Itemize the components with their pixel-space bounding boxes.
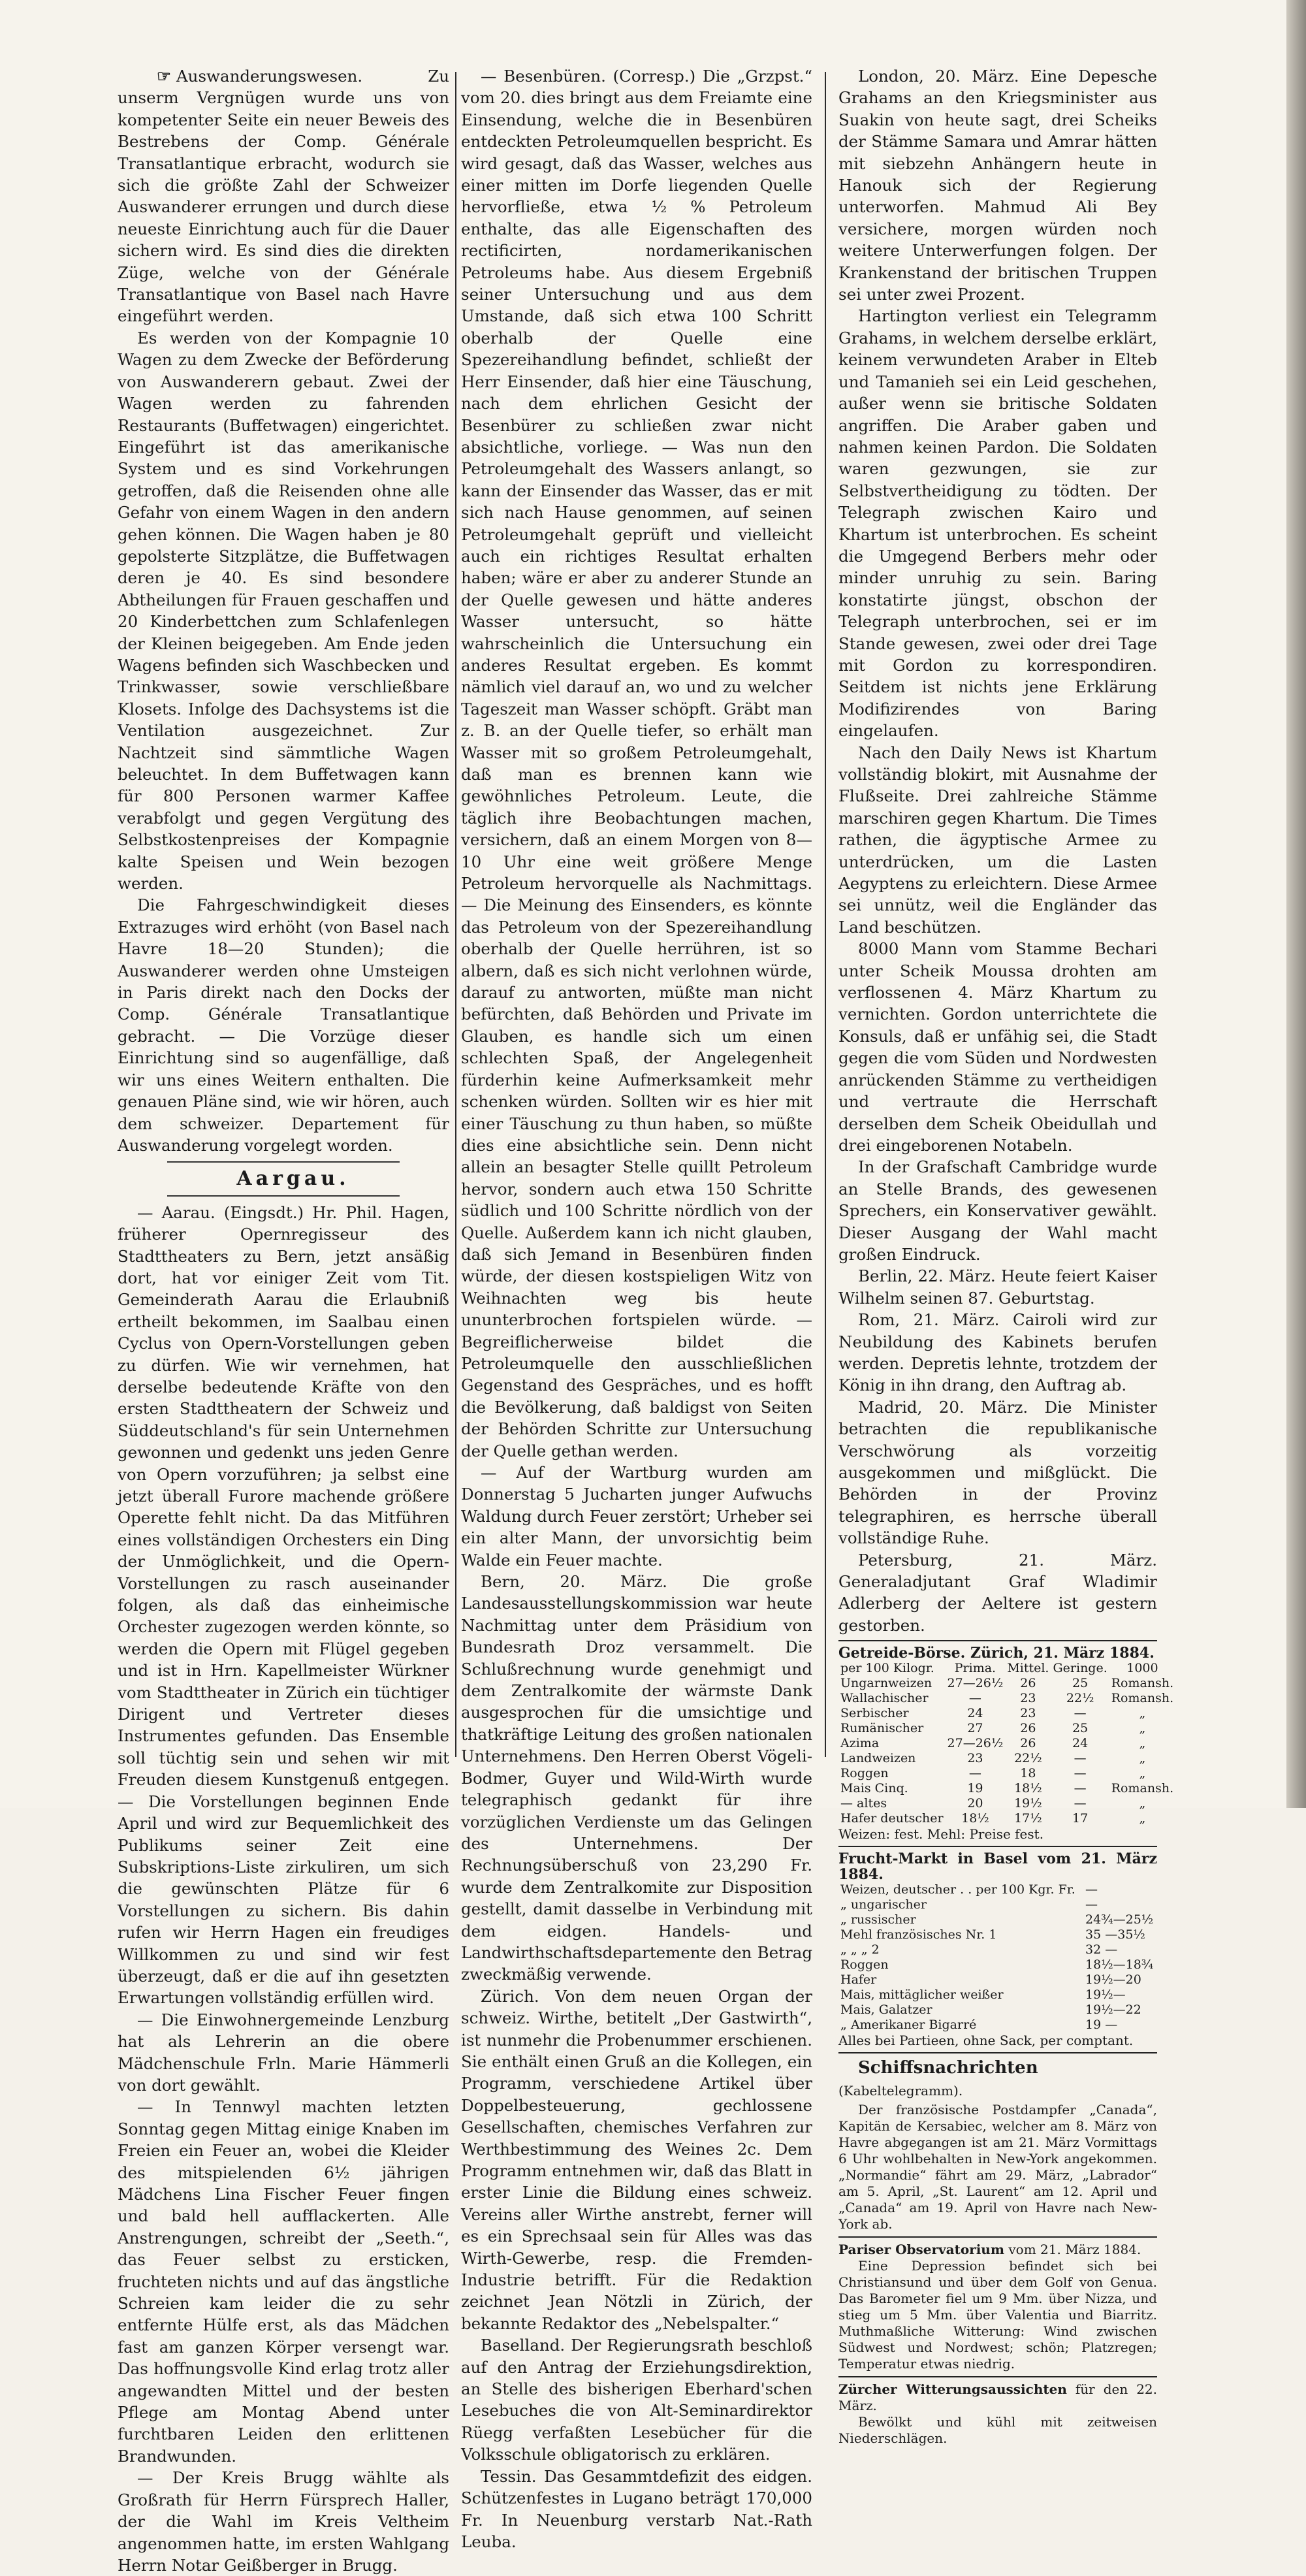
table-row [838,2003,1157,2018]
fruit-cell: „ Amerikaner Bigarré [840,2018,977,2033]
fruit-cell: Mehl französisches Nr. 1 [840,1927,997,1942]
article-bern: Bern, 20. März. Die große Landesausstellungskommission war heute Nachmittag unter dem Präsidium von Bundesrath Droz versammelt. Die Schlußrechnung wurde genehmigt und dem Zentralkomite der wärmste Dank ausgesprochen für die umsichtige und thatkräftige Leitung des großen nationalen Unternehmens. Den Herren Oberst Vögeli-Bodmer, Guyer und Wild-Wirth wurde telegraphisch gedankt für ihre vorzüglichen Verdienste um das Gelingen des Unternehmens. Der Rechnungsüberschuß von 23,290 Fr. wurde dem Zentralkomite zur Disposition gestellt, damit dasselbe in Verbindung mit dem eidgen. Handels- und Landwirthschaftsdepartemente den Betrag zweckmäßig verwende. [461,1572,812,1984]
table-row [838,1957,1157,1972]
page-edge-shadow [1286,0,1306,1808]
fruit-cell: Roggen [840,1957,889,1972]
column-2 [461,65,812,2551]
fruit-cell: 19½— [1085,1988,1126,2003]
ships-heading [838,2057,1157,2102]
grain-header: 1000 [1126,1661,1158,1676]
article-auswanderung-2: Es werden von der Kompagnie 10 Wagen zu dem Zwecke der Beförderung von Auswanderern gebaut. Zwei der Wagen werden zu fahrenden Restaurants (Buffetwagen) eingerichtet. Eingeführt ist das amerikanische System und es sind Vorkehrungen getroffen, daß die Reisenden ohne alle Gefahr von einem Wagen in den andern gehen können. Die Wagen haben je 80 gepolsterte Sitzplätze, die Buffetwagen deren je 40. Es sind besondere Abtheilungen für Frauen geschaffen und 20 Kinderbettchen zum Schlafenlegen der Kleinen beigegeben. Am Ende jeden Wagens befinden sich Waschbecken und Trinkwasser, sowie verschließbare Klosets. Infolge des Dachsystems ist die Ventilation ausgezeichnet. Zur Nachtzeit sind sämmtliche Wagen beleuchtet. In dem Buffetwagen kann für 800 Personen warmer Kaffee verabfolgt und gegen Vergütung des Selbstkostenpreises der Kompagnie kalte Speisen und Wein bezogen werden. [118,328,449,894]
grain-header: Geringe. [1053,1661,1107,1676]
grain-cell: — [1074,1781,1087,1796]
section-divider [167,1161,400,1163]
grain-cell: „ [1139,1811,1146,1826]
article-madrid: Madrid, 20. März. Die Minister betrachten die republikanische Verschwörung als vorzeitig ausgekommen und mißglückt. Die Behörden in der Provinz telegraphiren, es herrsche überall vollständige Ruhe. [838,1397,1157,1548]
grain-cell: 27—26½ [947,1676,1004,1691]
weather-title: Zürcher Witterungsaussichten [838,2381,1067,2398]
grain-cell: Serbischer [840,1706,909,1721]
grain-header: Mittel. [1007,1661,1049,1676]
observatory-title: Pariser Observatorium [838,2242,1005,2258]
table-row [838,1897,1157,1912]
table-row [838,1751,1175,1766]
divider [838,1640,1157,1641]
grain-cell: Roggen [840,1766,889,1781]
pointing-hand-icon: ☞ [157,67,171,86]
grain-cell: 24 [967,1706,983,1721]
grain-cell: 24 [1072,1736,1089,1751]
grain-cell: „ [1139,1751,1146,1766]
article-zuerich: Zürich. Von dem neuen Organ der schweiz. Wirthe, betitelt „Der Gastwirth“, ist nunmehr die Probenummer erschienen. Sie enthält einen Gruß an die Kollegen, ein Programm, verschiedene Artikel über Doppelbesteuerung, gechlossene Gesellschaften, chemisches Verfahren zur Werthbestimmung des Weines 2c. Dem Programm entnehmen wir, daß das Blatt in erster Linie die Bildung eines schweiz. Vereins aller Wirthe anstrebt, ferner will es ein Sprechsaal sein für Alles was das Wirth-Gewerbe, resp. die Fremden-Industrie betrifft. Für die Redaktion zeichnet Jean Nötzli in Zürich, der bekannte Redaktor des „Nebelspalter.“ [461,1986,812,2333]
article-berlin: Berlin, 22. März. Heute feiert Kaiser Wilhelm seinen 87. Geburtstag. [838,1266,1157,1308]
grain-cell: Landweizen [840,1751,916,1766]
article-bechari: 8000 Mann vom Stamme Bechari unter Scheik Moussa drohten am verflossenen 4. März Khartum zu vernichten. Gordon unterrichtete die Konsuls, daß er unfähig sei, die Stadt gegen die vom Süden und Nordwesten anrückenden Stämme zu vertheidigen und vertraute die Herrschaft derselben dem Scheik Obeidullah und drei eingeborenen Notabeln. [838,939,1157,1155]
grain-cell: Romansh. [1111,1781,1174,1796]
grain-cell: — [1074,1796,1087,1811]
grain-cell: 20 [967,1796,983,1811]
section-heading-aargau: Aargau. [236,1167,350,1191]
grain-cell: „ [1139,1796,1146,1811]
grain-cell: 26 [1020,1721,1036,1736]
grain-cell: 22½ [1014,1751,1042,1766]
fruit-cell: — [1085,1897,1098,1912]
fruit-cell: 35 —35½ [1085,1927,1145,1942]
article-aarau: — Aarau. (Eingsdt.) Hr. Phil. Hagen, früherer Opernregisseur des Stadttheaters zu Bern, jetzt ansäßig dort, hat vor einiger Zeit vom Tit. Gemeinderath Aarau die Erlaubniß ertheilt bekommen, im Saalbau einen Cyclus von Opern-Vorstellungen geben zu dürfen. Wie wir vernehmen, hat derselbe bedeutende Kräfte von den ersten Stadttheatern der Schweiz und Süddeutschland's für sein Unternehmen gewonnen und gedenkt uns jeden Genre von Opern vorzuführen; ja selbst eine jetzt überall Furore machende größere Operette fehlt nicht. Da das Mitführen eines vollständigen Orchesters ein Ding der Unmöglichkeit, und die Opern-Vorstellungen zu rasch auseinander folgen, als daß das einheimische Orchester zugezogen werden könnte, so werden die Opern mit Flügel gegeben und ist in Hrn. Kapellmeister Würkner vom Stadttheater in Zürich ein tüchtiger Dirigent und Vertreter dieses Instrumentes gefunden. Das Ensemble soll tüchtig sein und sehen wir mit Freuden diesem Kunstgenuß entgegen. — Die Vorstellungen beginnen Ende April und wird zur Bequemlichkeit des Publikums seiner Zeit eine Subskriptions-Liste zirkuliren, um sich die gewünschten Plätze für 6 Vorstellungen zu sichern. Bis dahin rufen wir Herrn Hagen ein freudiges Willkommen zu und sind wir fest überzeugt, daß er die auf ihn gesetzten Erwartungen vollständig erfüllen wird. [118,1202,449,2008]
grain-cell: „ [1139,1721,1146,1736]
fruit-cell: „ russischer [840,1912,916,1927]
column-3 [838,65,1174,2447]
grain-cell: 23 [1020,1706,1036,1721]
grain-cell: 23 [1020,1691,1036,1706]
column-rule-left [455,72,456,1757]
grain-cell: „ [1139,1706,1146,1721]
grain-cell: Hafer deutscher [840,1811,944,1826]
ships-text: Der französische Postdampfer „Canada“, Kapitän de Kersabiec, welcher am 8. März von Havre abgegangen ist am 21. März Vormittags 6 Uhr wohlbehalten in New-York angekommen. „Normandie“ fährt am 29. März, „Labrador“ am 5. April, „St. Laurent“ am 12. April und „Canada“ am 19. April von Havre nach New-York ab. [838,2102,1157,2232]
grain-cell: „ [1139,1736,1146,1751]
table-row [838,1882,1157,1897]
grain-cell: 22½ [1066,1691,1094,1706]
fruit-market [838,1851,1157,2048]
divider [838,2052,1157,2053]
grain-cell: Romansh. [1111,1691,1174,1706]
article-baselland: Baselland. Der Regierungsrath beschloß auf den Antrag der Erziehungsdirektion, an Stelle des bisherigen Eberhard'schen Lesebuches die von Alt-Seminardirektor Rüegg verfaßten Lesebücher für die Volksschule obligatorisch zu erklären. [461,2336,812,2464]
divider [838,2376,1157,2377]
grain-cell: — [1074,1706,1087,1721]
grain-cell: 26 [1020,1736,1036,1751]
observatory-date: vom 21. März 1884. [1008,2242,1141,2258]
fruit-cell: „ ungarischer [840,1897,927,1912]
fruit-cell: 32 — [1085,1942,1118,1957]
grain-cell: 18 [1020,1766,1036,1781]
divider [838,1846,1157,1847]
fruit-cell: Mais, Galatzer [840,2003,932,2018]
grain-exchange-title: Getreide-Börse. Zürich, 21. März 1884. [838,1645,1155,1662]
article-petersburg: Petersburg, 21. März. Generaladjutant Graf Wladimir Adlerberg der Aeltere ist gestern gestorben. [838,1550,1157,1635]
grain-cell: 18½ [1014,1781,1042,1796]
observatory-heading [838,2242,1157,2258]
table-row [838,1942,1157,1957]
grain-cell: Azima [840,1736,880,1751]
grain-cell: 25 [1072,1721,1089,1736]
fruit-cell: Mais, mittäglicher weißer [840,1988,1004,2003]
grain-cell: Ungarnweizen [840,1676,932,1691]
grain-cell: 19 [967,1781,983,1796]
grain-header: Prima. [954,1661,996,1676]
article-wartburg: — Auf der Wartburg wurden am Donnerstag 5 Jucharten junger Aufwuchs Waldung durch Feuer zerstört; Urheber sei ein alter Mann, der unvorsichtig beim Walde ein Feuer machte. [461,1463,812,1570]
grain-header-row [838,1661,1175,1676]
grain-cell: 23 [967,1751,983,1766]
grain-cell: 19½ [1014,1796,1042,1811]
fruit-footer: Alles bei Partieen, ohne Sack, per comptant. [838,2033,1134,2049]
fruit-table [838,1882,1157,2033]
fruit-market-title: Frucht-Markt in Basel vom 21. März 1884. [838,1850,1157,1884]
table-row [838,1927,1157,1942]
grain-cell: 18½ [961,1811,989,1826]
table-row [838,1988,1157,2003]
table-row [838,1721,1175,1736]
grain-cell: 25 [1072,1676,1089,1691]
grain-footer: Weizen: fest. Mehl: Preise fest. [838,1826,1044,1843]
table-row [838,1691,1175,1706]
grain-cell: Wallachischer [840,1691,929,1706]
table-row [838,1796,1175,1811]
grain-cell: „ [1139,1766,1146,1781]
article-auswanderung-3: Die Fahrgeschwindigkeit dieses Extrazuges wird erhöht (von Basel nach Havre 18—20 Stunden); die Auswanderer werden ohne Umsteigen in Paris direkt nach den Docks der Comp. Générale Transatlantique gebracht. — Die Vorzüge dieser Einrichtung sind so augenfällige, daß wir uns eines Weitern enthalten. Die genauen Pläne sind, wie wir hören, auch dem schweizer. Departement für Auswanderung vorgelegt worden. [118,895,449,1155]
article-rom: Rom, 21. März. Cairoli wird zur Neubildung des Kabinets berufen werden. Depretis lehnte, trotzdem der König in ihn drang, den Auftrag ab. [838,1310,1157,1395]
article-london: London, 20. März. Eine Depesche Grahams an den Kriegsminister aus Suakin von heute sagt, drei Scheiks der Stämme Samara und Amrar hätten mit siebzehn Anhängern heute in Hanouk sich der Regierung unterworfen. Mahmud Ali Bey versichere, morgen würden noch weitere Unterwerfungen folgen. Der Krankenstand der britischen Truppen sei unter zwei Prozent. [838,67,1157,304]
fruit-cell: — [1085,1882,1098,1897]
grain-cell: Mais Cinq. [840,1781,908,1796]
table-row [838,1736,1175,1751]
grain-cell: — [968,1766,981,1781]
fruit-cell: 24¾—25½ [1085,1912,1154,1927]
weather-text: Bewölkt und kühl mit zeitweisen Niederschlägen. [838,2414,1157,2447]
article-besenbueren: — Besenbüren. (Corresp.) Die „Grzpst.“ vom 20. dies bringt aus dem Freiamte eine Einsendung, welche die in Besenbüren entdeckten Petroleumquellen bespricht. Es wird gesagt, daß das Wasser, welches aus einer mitten im Dorfe liegenden Quelle hervorfließe, etwa ½ % Petroleum enthalte, das alle Eigenschaften des rectificirten, nordamerikanischen Petroleums habe. Aus diesem Ergebniß seiner Untersuchung und aus dem Umstande, daß sich etwa 100 Schritt oberhalb der Quelle eine Spezereihandlung befindet, schließt der Herr Einsender, daß hier eine Täuschung, nach dem ehrlichen Gesicht der Besenbürer zu schließen zwar nicht absichtliche, vorliege. — Was nun den Petroleumgehalt des Wassers anlangt, so kann der Einsender das Wasser, das er mit sich nach Hause genommen, auf seinen Petroleumgehalt geprüft und vielleicht auch ein richtiges Resultat erhalten haben; wäre er aber zu anderer Stunde an der Quelle gewesen und hätte anderes Wasser untersucht, so hätte wahrscheinlich die Untersuchung ein anderes Resultat ergeben. Es kommt nämlich viel darauf an, wo und zu welcher Tageszeit man Wasser schöpft. Gräbt man z. B. an der Quelle tiefer, so erhält man Wasser mit so großem Petroleumgehalt, daß man es brennen kann wie gewöhnliches Petroleum. Leute, die täglich ihre Beobachtungen machen, versichern, daß an einem Morgen von 8—10 Uhr eine weit größere Menge Petroleum hervorquelle als Nachmittags. — Die Meinung des Einsenders, es könnte das Petroleum von der Spezereihandlung oberhalb der Quelle herrühren, ist so albern, daß es sich nicht verlohnen würde, darauf zu antworten, müßte man nicht befürchten, daß Behörden und Private im Glauben, es handle sich um einen schlechten Spaß, der Angelegenheit fürderhin keine Aufmerksamkeit mehr schenken würden. Sollten wir es hier mit einer Täuschung zu thun haben, so müßte dies eine absichtliche sein. Denn nicht allein an besagter Stelle quillt Petroleum hervor, sondern auch etwa 150 Schritte südlich und 100 Schritte nördlich von der Quelle. Außerdem kann ich nicht glauben, daß sich Jemand in Besenbüren finden würde, der diesen kostspieligen Witz von Weihnachten weg bis heute ununterbrochen fortspielen würde. — Begreiflicherweise bildet die Petroleumquelle den ausschließlichen Gegenstand des Gespräches, und es hofft die Bevölkerung, daß baldigst von Seiten der Behörden Schritte zur Untersuchung der Quelle gethan werden. [461,67,812,1460]
grain-cell: — [1074,1751,1087,1766]
article-brugg: — Der Kreis Brugg wählte als Großrath für Herrn Fürsprech Haller, der die Wahl im Kreis Veltheim angenommen hatte, im ersten Wahlgang Herrn Notar Geißberger in Brugg. [118,2468,449,2575]
article-cambridge: In der Grafschaft Cambridge wurde an Stelle Brands, des gewesenen Sprechers, ein Konservativer gewählt. Dieser Ausgang der Wahl macht großen Eindruck. [838,1157,1157,1264]
table-row [838,1972,1157,1988]
table-row [838,2018,1157,2033]
article-tessin: Tessin. Das Gesammtdefizit des eidgen. Schützenfestes in Lugano beträgt 170,000 Fr. In Neuenburg verstarb Nat.-Rath Leuba. [461,2466,812,2551]
article-hartington: Hartington verliest ein Telegramm Grahams, in welchem derselbe erklärt, keinem verwundeten Araber in Elteb und Tamanieh sei ein Leid geschehen, außer wenn sie britische Soldaten angriffen. Die Araber gaben und nahmen keinen Pardon. Die Soldaten waren gezwungen, sie zur Selbstvertheidigung zu tödten. Der Telegraph zwischen Kairo und Khartum ist unterbrochen. Es scheint die Umgegend Berbers mehr oder minder unruhig zu sein. Baring konstatirte jüngst, obschon der Telegraph unterbrochen, sei er im Stande gewesen, zwei oder drei Tage mit Gordon zu korrespondiren. Seitdem ist nichts jene Erklärung Modifizirendes von Baring eingelaufen. [838,306,1157,741]
grain-cell: 26 [1020,1676,1036,1691]
fruit-cell: 19 — [1085,2018,1118,2033]
weather-heading [838,2381,1157,2414]
table-row [838,1766,1175,1781]
article-lenzburg: — Die Einwohnergemeinde Lenzburg hat als Lehrerin an die obere Mädchenschule Frln. Marie Hämmerli von dort gewählt. [118,2010,449,2095]
grain-cell: — [968,1691,981,1706]
article-daily-news: Nach den Daily News ist Khartum vollständig blokirt, mit Ausnahme der Flußseite. Drei zahlreiche Stämme marschiren gegen Khartum. Die Times rathen, die ägyptische Armee zu unterdrücken, um die Lasten Aegyptens zu erleichtern. Diese Armee sei unnütz, weil die Engländer das Land beschützen. [838,743,1157,937]
fruit-cell: 19½—22 [1085,2003,1141,2018]
article-tennwyl: — In Tennwyl machten letzten Sonntag gegen Mittag einige Knaben im Freien ein Feuer an, wobei die Kleider des mitspielenden 6½ jährigen Mädchens Lina Fischer Feuer fingen und bald hell aufflackerten. Alle Anstrengungen, schreibt der „Seeth.“, das Feuer selbst zu ersticken, fruchteten nichts und auf das ängstliche Schreien kam leider die zu sehr entfernte Hülfe erst, als das Mädchen fast am ganzen Körper versengt war. Das hoffnungsvolle Kind erlag trotz aller angewandten Mittel und der besten Pflege am Montag Abend unter furchtbaren Leiden den erlittenen Brandwunden. [118,2097,449,2466]
grain-cell: 17½ [1014,1811,1042,1826]
table-row [838,1781,1175,1796]
grain-cell: 27 [967,1721,983,1736]
table-row [838,1811,1175,1826]
grain-cell: 27—26½ [947,1736,1004,1751]
grain-cell: Romansh. [1111,1676,1174,1691]
fruit-cell: 19½—20 [1085,1972,1141,1988]
column-1 [118,65,449,2575]
observatory-text: Eine Depression befindet sich bei Christiansund und über dem Golf von Genua. Das Barometer fiel um 9 Mm. über Nizza, und stieg um 5 Mm. über Valentia und Biarritz. Muthmaßliche Witterung: Wind zwischen Südwest und Nordwest; schön; Platzregen; Temperatur etwas niedrig. [838,2258,1157,2372]
ships-subtitle: (Kabeltelegramm). [838,2082,963,2099]
grain-table [838,1661,1175,1826]
grain-cell: Rumänischer [840,1721,924,1736]
ships-title: Schiffsnachrichten [858,2058,1038,2078]
grain-header: per 100 Kilogr. [840,1661,934,1676]
fruit-cell: Weizen, deutscher . . per 100 Kgr. Fr. [840,1882,1075,1897]
column-rule-right [825,72,826,1757]
weather-date: für den 22. März. [838,2381,1158,2414]
grain-cell: 17 [1072,1811,1089,1826]
table-row [838,1912,1157,1927]
article-auswanderung-1: ☞ Auswanderungswesen. Zu unserm Vergnügen wurde uns von kompetenter Seite ein neuer Beweis des Bestrebens der Comp. Générale Transatlantique erbracht, wodurch sie sich die größte Zahl der Schweizer Auswanderer errungen und durch diese neueste Einrichtung auch für die Dauer sichern wird. Es sind dies die direkten Züge, welche von der Générale Transatlantique von Basel nach Havre eingeführt werden. [118,67,449,326]
fruit-cell: „ „ „ 2 [840,1942,880,1957]
fruit-cell: Hafer [840,1972,877,1988]
divider [838,2236,1157,2238]
grain-exchange [838,1645,1174,1843]
fruit-cell: 18½—18¾ [1085,1957,1154,1972]
grain-cell: — [1074,1766,1087,1781]
section-divider [167,1195,400,1197]
table-row [838,1676,1175,1691]
table-row [838,1706,1175,1721]
grain-cell: — altes [840,1796,887,1811]
